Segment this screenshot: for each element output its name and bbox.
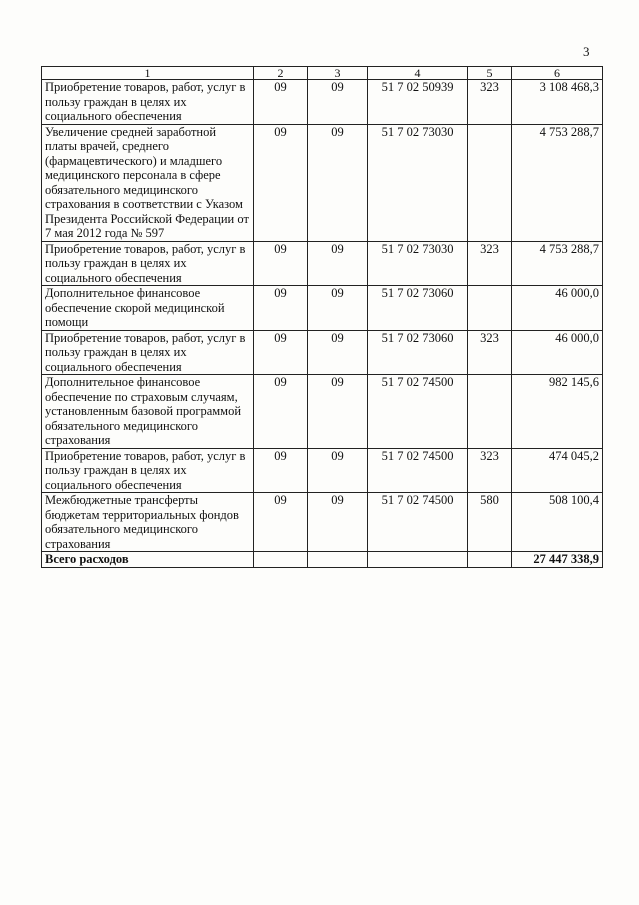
- row-amount: 3 108 468,3: [512, 80, 603, 125]
- total-label: Всего расходов: [42, 552, 254, 568]
- row-section: 09: [254, 80, 308, 125]
- table-header-row: [42, 67, 603, 80]
- row-subsection: 09: [308, 375, 368, 449]
- table-row: [42, 375, 603, 449]
- table-row: [42, 241, 603, 286]
- row-section: 09: [254, 124, 308, 241]
- total-empty-cell: [308, 552, 368, 568]
- row-subsection: 09: [308, 241, 368, 286]
- table-row: [42, 286, 603, 331]
- row-name: Дополнительное финансовое обеспечение скорой медицинской помощи: [42, 286, 254, 331]
- table-row: [42, 493, 603, 552]
- row-target-article: 51 7 02 73030: [368, 124, 468, 241]
- row-name: Приобретение товаров, работ, услуг в пользу граждан в целях их социального обеспечения: [42, 448, 254, 493]
- row-amount: 982 145,6: [512, 375, 603, 449]
- row-section: 09: [254, 330, 308, 375]
- header-col-2: 2: [254, 67, 308, 80]
- header-col-3: 3: [308, 67, 368, 80]
- row-expense-type: 323: [468, 80, 512, 125]
- row-expense-type: [468, 286, 512, 331]
- row-target-article: 51 7 02 74500: [368, 448, 468, 493]
- row-subsection: 09: [308, 80, 368, 125]
- header-col-6: 6: [512, 67, 603, 80]
- row-expense-type: [468, 375, 512, 449]
- table-row: [42, 448, 603, 493]
- row-name: Приобретение товаров, работ, услуг в пользу граждан в целях их социального обеспечения: [42, 330, 254, 375]
- total-empty-cell: [468, 552, 512, 568]
- row-expense-type: 580: [468, 493, 512, 552]
- row-amount: 4 753 288,7: [512, 124, 603, 241]
- row-target-article: 51 7 02 50939: [368, 80, 468, 125]
- row-subsection: 09: [308, 448, 368, 493]
- row-subsection: 09: [308, 330, 368, 375]
- total-row: [42, 552, 603, 568]
- row-target-article: 51 7 02 73060: [368, 286, 468, 331]
- row-amount: 46 000,0: [512, 286, 603, 331]
- table-row: [42, 330, 603, 375]
- header-col-5: 5: [468, 67, 512, 80]
- table-row: [42, 80, 603, 125]
- row-section: 09: [254, 448, 308, 493]
- row-subsection: 09: [308, 286, 368, 331]
- table-row: [42, 124, 603, 241]
- row-section: 09: [254, 493, 308, 552]
- row-name: Межбюджетные трансферты бюджетам территориальных фондов обязательного медицинского страхования: [42, 493, 254, 552]
- row-target-article: 51 7 02 74500: [368, 493, 468, 552]
- row-target-article: 51 7 02 73060: [368, 330, 468, 375]
- budget-table: [41, 66, 603, 568]
- row-amount: 508 100,4: [512, 493, 603, 552]
- row-subsection: 09: [308, 493, 368, 552]
- row-amount: 474 045,2: [512, 448, 603, 493]
- header-col-1: 1: [42, 67, 254, 80]
- row-section: 09: [254, 286, 308, 331]
- total-amount: 27 447 338,9: [512, 552, 603, 568]
- row-expense-type: [468, 124, 512, 241]
- page-number: 3: [583, 44, 590, 59]
- row-name: Дополнительное финансовое обеспечение по страховым случаям, установленным базовой программой обязательного медицинского страхования: [42, 375, 254, 449]
- row-expense-type: 323: [468, 241, 512, 286]
- row-expense-type: 323: [468, 330, 512, 375]
- header-col-4: 4: [368, 67, 468, 80]
- row-name: Приобретение товаров, работ, услуг в пользу граждан в целях их социального обеспечения: [42, 241, 254, 286]
- row-name: Приобретение товаров, работ, услуг в пользу граждан в целях их социального обеспечения: [42, 80, 254, 125]
- row-section: 09: [254, 375, 308, 449]
- row-amount: 46 000,0: [512, 330, 603, 375]
- row-target-article: 51 7 02 73030: [368, 241, 468, 286]
- row-name: Увеличение средней заработной платы врачей, среднего (фармацевтического) и младшего медицинского персонала в сфере обязательного медицинского страхования в соответствии с Указом Президента Российской Федерации от 7 мая 2012 года № 597: [42, 124, 254, 241]
- row-section: 09: [254, 241, 308, 286]
- row-amount: 4 753 288,7: [512, 241, 603, 286]
- row-expense-type: 323: [468, 448, 512, 493]
- total-empty-cell: [368, 552, 468, 568]
- row-target-article: 51 7 02 74500: [368, 375, 468, 449]
- total-empty-cell: [254, 552, 308, 568]
- row-subsection: 09: [308, 124, 368, 241]
